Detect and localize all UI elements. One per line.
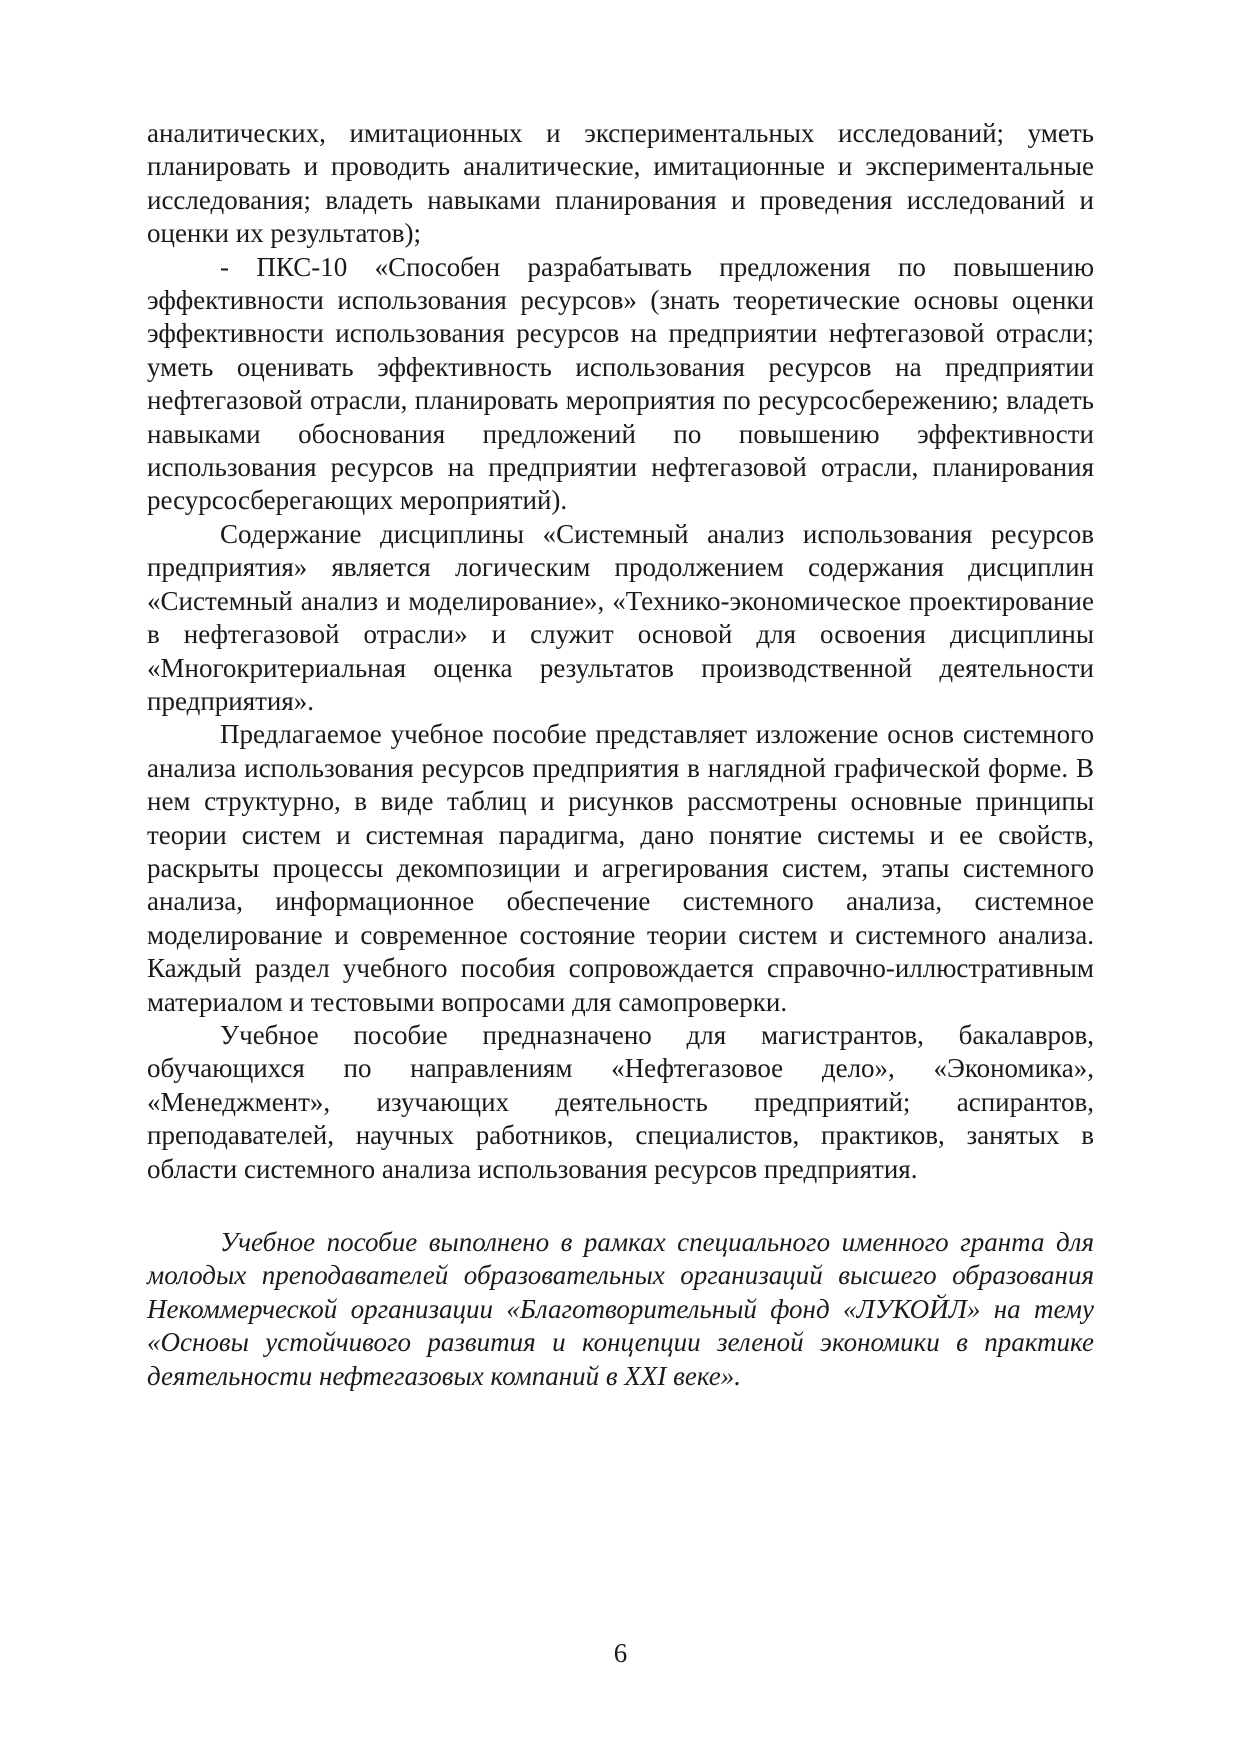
paragraph-textbook-overview: Предлагаемое учебное пособие представляет изложение основ системного анализа использования ресурсов предприятия в наглядной графической форме. В нем структурно, в виде таблиц и рисунков рассмотрены основные принципы теории систем и системная парадигма, дано понятие системы и ее свойств, раскрыты процессы декомпозиции и агрегирования систем, этапы системного анализа, информационное обеспечение системного анализа, системное моделирование и современное состояние теории систем и системного анализа. Каждый раздел учебного пособия сопровождается справочно-иллюстративным материалом и тестовыми вопросами для самопроверки.	[147, 719, 1094, 1017]
page-number: 6	[613, 1638, 628, 1668]
page-body	[147, 117, 1094, 1393]
grant-note: Учебное пособие выполнено в рамках специального именного гранта для молодых преподавателей образовательных организаций высшего образования Некоммерческой организации «Благотворительный фонд «ЛУКОЙЛ» на тему «Основы устойчивого развития и концепции зеленой экономики в практике деятельности нефтегазовых компаний в XXI веке».	[147, 1227, 1094, 1391]
paragraph-pks-10: - ПКС-10 «Способен разрабатывать предложения по повышению эффективности использования ресурсов» (знать теоретические основы оценки эффективности использования ресурсов на предприятии нефтегазовой отрасли; уметь оценивать эффективность использования ресурсов на предприятии нефтегазовой отрасли, планировать мероприятия по ресурсосбережению; владеть навыками обоснования предложений по повышению эффективности использования ресурсов на предприятии нефтегазовой отрасли, планирования ресурсосберегающих мероприятий).	[147, 251, 1094, 516]
spacer	[147, 1186, 1094, 1226]
paragraph-target-audience: Учебное пособие предназначено для магистрантов, бакалавров, обучающихся по направлениям «Нефтегазовое дело», «Экономика», «Менеджмент», изучающих деятельность предприятий; аспирантов, преподавателей, научных работников, специалистов, практиков, занятых в области системного анализа использования ресурсов предприятия.	[147, 1019, 1094, 1184]
paragraph-research-competency: аналитических, имитационных и экспериментальных исследований; уметь планировать и проводить аналитические, имитационные и экспериментальные исследования; владеть навыками планирования и проведения исследований и оценки их результатов);	[147, 118, 1094, 249]
paragraph-discipline-content: Содержание дисциплины «Системный анализ использования ресурсов предприятия» является логическим продолжением содержания дисциплин «Системный анализ и моделирование», «Технико-экономическое проектирование в нефтегазовой отрасли» и служит основой для освоения дисциплины «Многокритериальная оценка результатов производственной деятельности предприятия».	[147, 518, 1094, 716]
